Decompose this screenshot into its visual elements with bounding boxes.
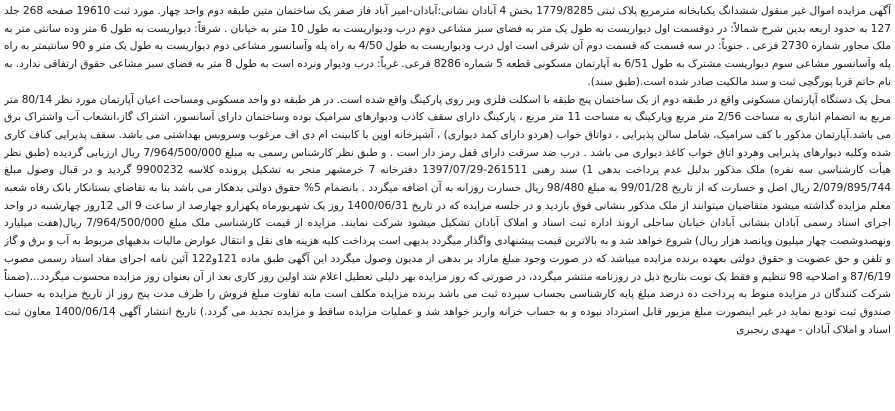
notice-paragraph-property: آگهی مزایده اموال غیر منقول ششدانگ یکبابخانه مترمربع پلاک ثبتی 1779/8285 بخش 4 آبادان نشانی:آبادان-امیر آباد فاز صفر یک ساختمان متین طبقه دوم واحد چهار. مورد ثبت 19610 صفحه 268 جلد 127 به حدود اربعه بدین شرح شمالاً: در دوقسمت اول دیواریست به طول یک متر به فضای سبز مشاعی دوم درب ودیواریست به طول 10 متر به خیابان . شرقاً: دیواریست به طول 6 متر وده سانتی متر به ملک مجاور شماره 2730 فرعی . جنوباً: در سه قسمت که قسمت دوم آن شرقی است اول درب ودیواریست به طول 4/50 به راه پله وآسانسور مشاعی دوم دیواریست به طول یک متر و 90 سانتیمتر به راه پله وآسانسور مشاعی سوم دیواریست مشترک به طول 6/51 به آپارتمان مسکونی قطعه 5 شماره 8286 فرعی. غرباً: درب ودیوار ونرده است به طول 8 متر به فضای سبز مشاعی حقوق ارتفاقی ندارد. به نام حاتم قربا پورگچی ثبت و سند مالکیت صادر شده است.(طبق سند).: [4, 5, 891, 88]
auction-notice: [4, 3, 891, 408]
notice-paragraph-details: محل یک دستگاه آپارتمان مسکونی واقع در طبقه دوم از یک ساختمان پنج طبقه با اسکلت فلزی وبر روی پارکینگ واقع شده است. در هر طبقه دو واحد مسکونی ومساحت اعیان آپارتمان مورد نظر 80/14 متر مربع به انضمام انباری به مساحت 2/56 متر مربع وپارکینگ به مساحت 11 متر مربع ، پارکینگ دارای سقف کاذب ودیوارهای سرامیک بوده وساختمان دارای آسانسور، اشتراک گاز،انشعاب آب واشتراک برق می باشد.آپارتمان مذکور با کف سرامیک، شامل سالن پذیرایی ، دواتاق خواب (هردو دارای کمد دیواری) ، آشپزخانه اوپن با کابینت ام دی اف مرغوب وسرویس بهداشتی می باشد. سقف پذیرایی کناف کاری شده وکلیه دیوارهای پذیرایی وهردو اتاق خواب کاغذ دیواری می باشد . درب ضد سرقت دارای قفل رمز دار است . و طبق نظر کارشناس رسمی به مبلغ 7/964/500/000 ریال ارزیابی گردیده (طبق نظر هیأت کارشناسی سه نفره) ملک مذکور بدلیل عدم پرداخت بدهی 1) سند رهنی 261511-1397/07/29 دفترخانه 7 خرمشهر منجر به تشکیل پرونده کلاسه 9900232 گردید و در قبال وصول مبلغ 2/079/895/744 ریال اصل و خسارت که از تاریخ 99/01/28 به مبلغ 98/480 ریال خسارت روزانه به آن اضافه میگردد . بانضمام 5% حقوق دولتی بدهکار می باشد بنا به تقاضای بستانکار بانک رفاه شعبه معلم مزایده گذاشته میشود متقاضیان میتوانند از ملک مذکور بنشانی فوق بازدید و در جلسه مزایده که در تاریخ 1400/06/31 روز یک شهریورماه پکهزارو چهارصد از ساعت 9 الی 12روز چهارشنبه در واحد اجرای اسناد رسمی آبادان بنشانی آبادان خیابان ساحلی اروند اداره ثبت اسناد و املاک آبادان تشکیل میشود شرکت نمایند. مزایده از قیمت کارشناسی ملک مبلغ 7/964/500/000 ریال(هفت میلیارد ونهصدوشصت چهار میلیون وپانصد هزار ریال) شروع خواهد شد و به بالاترین قیمت پیشنهادی واگذار میگردد بدیهی است پرداخت کلیه هزینه های نقل و انتقال عوارض مالیات بدهیهای مربوط به آب و برق و گاز و تلفن و حق عضویت و حقوق دولتی بعهده برنده مزایده میباشد که در صورت وجود مبلغ مازاد بر بدهی از مدیون وصول میگردد این آگهی طبق ماده 121و122 آئین نامه اجرای مفاد اسناد رسمی مصوب 87/6/19 و اصلاحیه 98 تنظیم و فقط یک نوبت بتاریخ ذیل در روزنامه منتشر میگردد، در صورتی که روز مزایده بهر دلیلی تعطیل اعلام شد اولین روز کاری بعد از آن بعنوان روز مزایده محسوب میگردد...(ضمناً شرکت کنندگان در مزایده منوط به پرداخت ده درصد مبلغ پایه کارشناسی بحساب سپرده ثبت می باشد برنده مزایده مکلف است مابه تفاوت مبلغ فروش را ظرف مدت پنج روز از تاریخ مزایده به حساب صندوق ثبت تودیع نماید در غیر اینصورت مبلغ مزبور قابل استرداد نبوده و به حساب خزانه واریز خواهد شد و عملیات مزایده ساقط و مزایده تجدید می گردد.) تاریخ انتشار آگهی 1400/06/14 معاون ثبت اسناد و املاک آبادان - مهدی رنجبری: [4, 93, 891, 336]
